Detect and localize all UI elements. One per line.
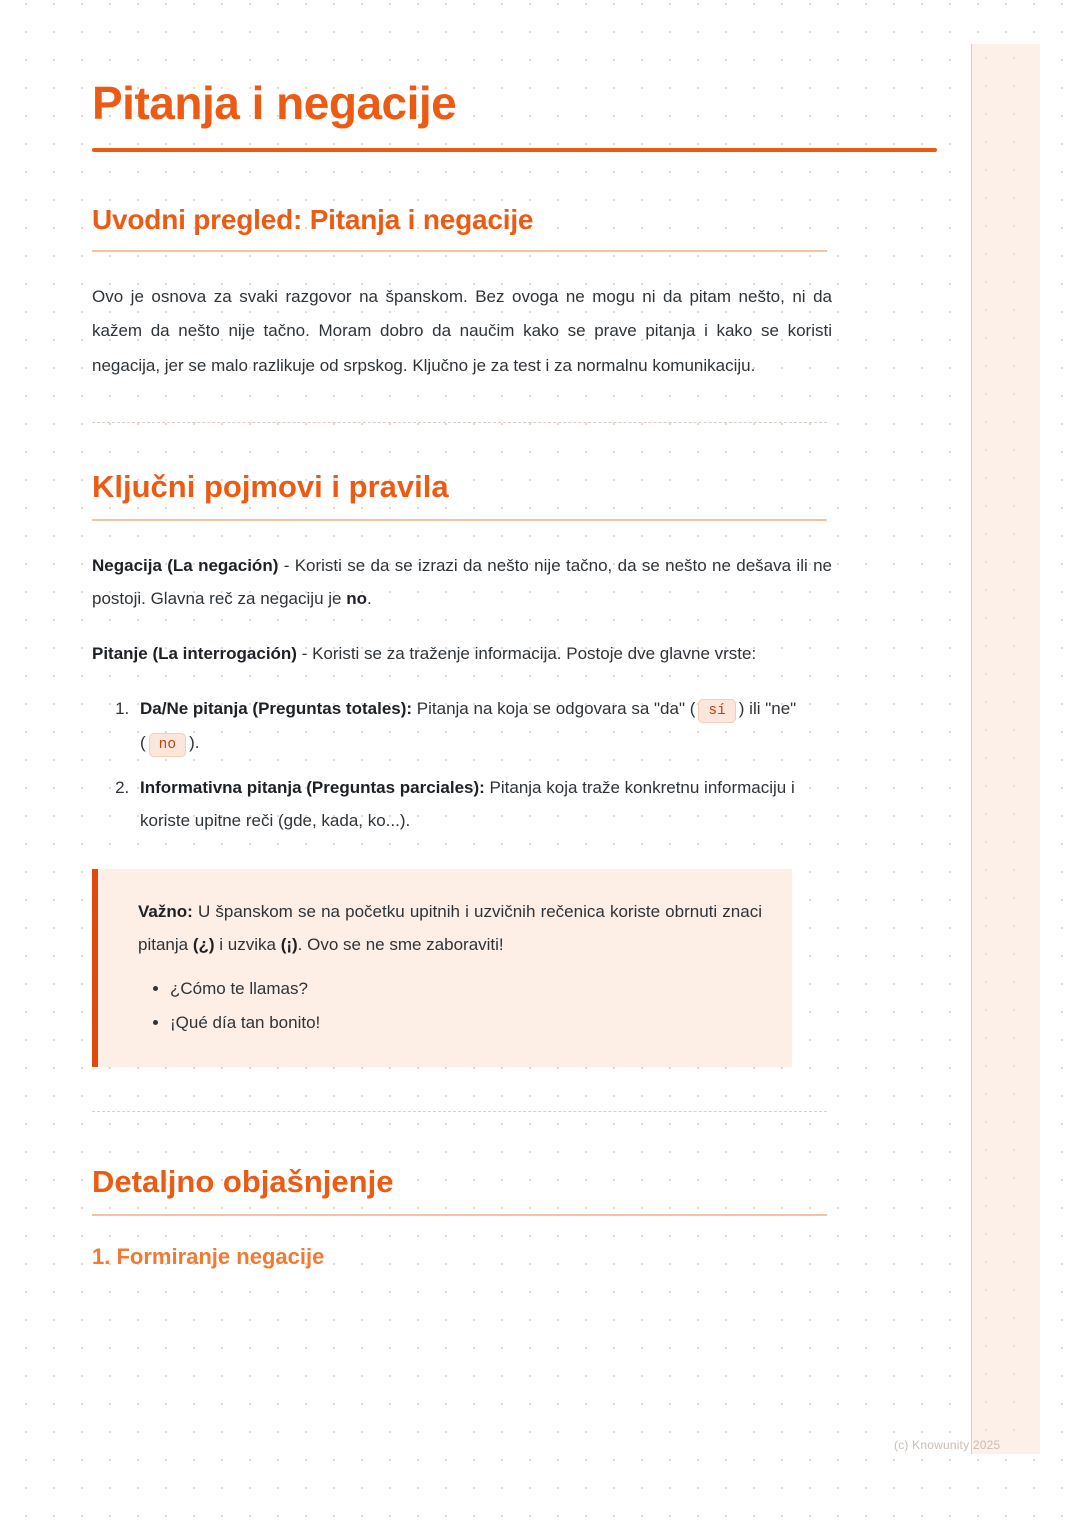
section-separator-1 (92, 422, 827, 423)
list-item: • ¡Qué día tan bonito! (170, 1006, 762, 1041)
list-item-text-before: Pitanja koja traže konkretnu informaciju i koriste upitne reči (gde, kada, ko...). (140, 778, 795, 831)
overview-paragraph: Ovo je osnova za svaki razgovor na španskom. Bez ovoga ne mogu ni da pitam nešto, ni da kažem da nešto nije tačno. Moram dobro da naučim kako se prave pitanja i kako se koristi negacija, jer se malo razlikuje od srpskog. Ključno je za test i za normalnu komunikaciju. (92, 286, 832, 376)
important-callout (92, 869, 792, 1067)
term-negation (92, 549, 832, 615)
callout-text-after: . Ovo se ne sme zaboraviti! (297, 935, 504, 955)
list-item (134, 692, 832, 759)
list-item-text-after: ). (189, 732, 200, 752)
code-si: sí (698, 699, 735, 723)
right-margin-strip (972, 44, 1040, 1454)
callout-text-middle: i uzvika (214, 935, 281, 955)
document-content (92, 78, 832, 1270)
copyright-footer: (c) Knowunity 2025 (894, 1438, 1001, 1452)
term-negation-end: . (366, 589, 372, 609)
page-title: Pitanja i negacije (92, 77, 457, 129)
detail-subheading: 1. Formiranje negacije (92, 1244, 325, 1270)
term-question-label: Pitanje (La interrogación) (92, 644, 297, 664)
term-question (92, 637, 832, 670)
term-negation-keyword: no (346, 589, 367, 609)
question-types-list (92, 692, 832, 837)
list-item-text-middle: ) ili "ne" ( (140, 699, 797, 752)
term-negation-text: - Koristi se da se izrazi da nešto nije tačno, da se nešto ne dešava ili ne postoji. Glavna reč za negaciju je (92, 556, 832, 609)
list-item (134, 771, 832, 837)
overview-divider (92, 250, 827, 252)
list-item-label: Da/Ne pitanja (Preguntas totales): (140, 699, 413, 719)
code-no: no (149, 733, 186, 757)
callout-text-before: U španskom se na početku upitnih i uzvičnih rečenica koriste obrnuti znaci pitanja (138, 902, 762, 955)
list-item-text-before: Pitanja na koja se odgovara sa "da" ( (412, 699, 696, 719)
detail-divider (92, 1214, 827, 1216)
key-concepts-heading: Ključni pojmovi i pravila (92, 469, 449, 505)
title-divider (92, 148, 937, 152)
list-item: • ¿Cómo te llamas? (170, 972, 762, 1007)
callout-mark-exclamation: (¡) (280, 935, 298, 955)
detail-heading: Detaljno objašnjenje (92, 1164, 394, 1200)
list-item-label: Informativna pitanja (Preguntas parciales): (140, 778, 485, 797)
callout-mark-question: (¿) (192, 935, 215, 955)
callout-examples-list (138, 972, 762, 1042)
term-question-text: - Koristi se za traženje informacija. Postoje dve glavne vrste: (296, 644, 757, 664)
overview-heading: Uvodni pregled: Pitanja i negacije (92, 203, 534, 235)
section-separator-2 (92, 1111, 827, 1112)
key-concepts-divider (92, 519, 827, 521)
callout-paragraph (138, 895, 762, 961)
term-negation-label: Negacija (La negación) (92, 556, 279, 576)
callout-label: Važno: (138, 902, 193, 922)
